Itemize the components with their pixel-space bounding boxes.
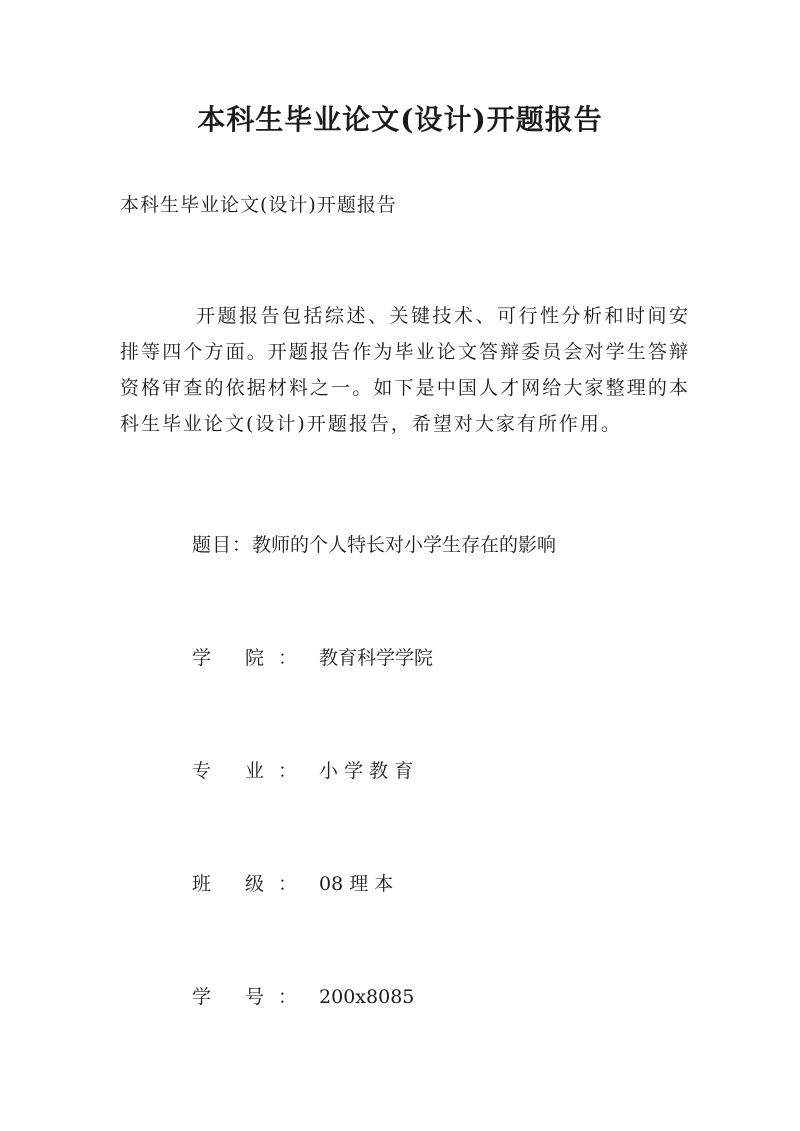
major-label: 专 业：	[192, 760, 312, 782]
major-field	[192, 756, 413, 783]
student-id-field	[192, 982, 414, 1009]
college-label: 学 院：	[192, 647, 312, 669]
major-value: 小 学 教 育	[319, 760, 414, 782]
topic-field	[192, 530, 556, 557]
college-value: 教育科学学院	[319, 647, 434, 669]
class-label: 班 级：	[192, 873, 312, 895]
topic-value: 教师的个人特长对小学生存在的影响	[252, 534, 557, 556]
student-id-value: 200x8085	[319, 986, 415, 1008]
topic-label: 题目：	[192, 534, 253, 556]
student-id-label: 学 号：	[192, 986, 312, 1008]
college-field	[192, 643, 433, 670]
class-field	[192, 869, 393, 896]
class-value: 08 理 本	[319, 873, 394, 895]
document-subtitle: 本科生毕业论文(设计)开题报告	[120, 194, 397, 216]
document-title: 本科生毕业论文(设计)开题报告	[197, 103, 603, 136]
intro-paragraph: 开题报告包括综述、关键技术、可行性分析和时间安排等四个方面。开题报告作为毕业论文答辩委员会对学生答辩资格审查的依据材料之一。如下是中国人才网给大家整理的本科生毕业论文(设计)开题报告，希望对大家有所作用。	[120, 305, 690, 435]
